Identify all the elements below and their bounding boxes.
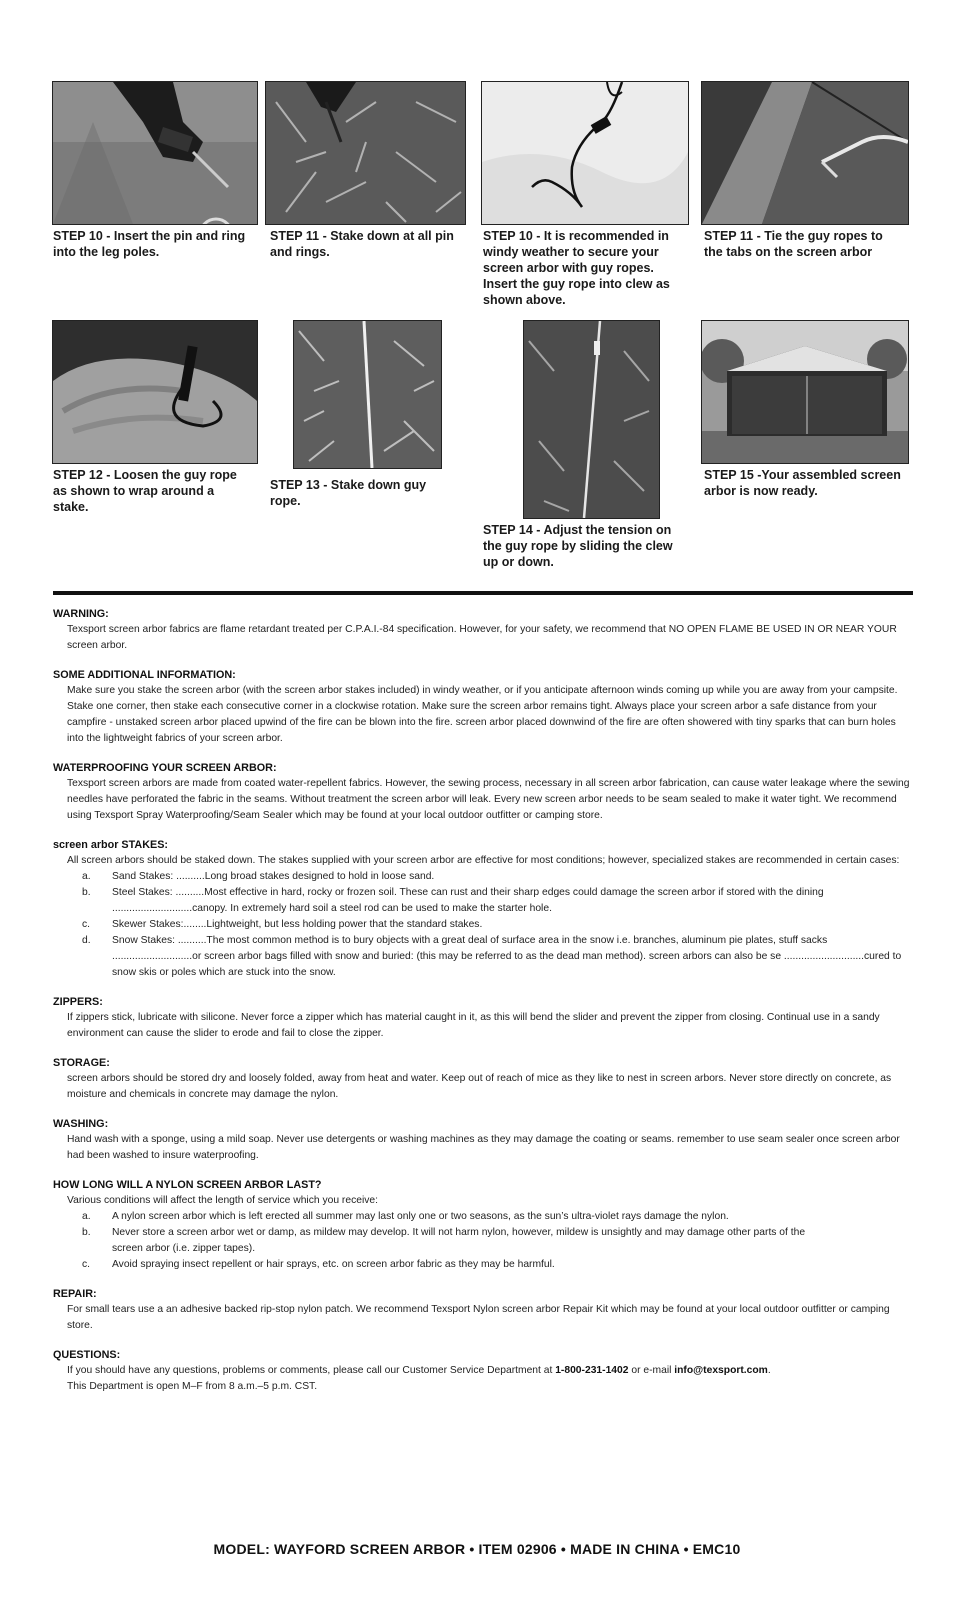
office-hours: This Department is open M–F from 8 a.m.–5 p.m. CST. <box>67 1381 318 1392</box>
section-divider <box>53 591 913 595</box>
step-10-pin-caption: STEP 10 - Insert the pin and ring into the leg poles. <box>53 229 246 259</box>
stakes-heading: screen arbor STAKES: <box>53 839 169 851</box>
list-item <box>82 1257 911 1273</box>
step-11-tie-caption: STEP 11 - Tie the guy ropes to the tabs on the screen arbor <box>704 229 883 259</box>
additional-info-heading: SOME ADDITIONAL INFORMATION: <box>53 669 236 681</box>
lifespan-section <box>53 1177 911 1273</box>
step-15-ready-caption: STEP 15 -Your assembled screen arbor is now ready. <box>704 468 901 498</box>
lifespan-text: Various conditions will affect the length of service which you receive: <box>67 1195 378 1206</box>
rope-tension-photo <box>523 320 660 519</box>
stakes-section <box>53 837 911 981</box>
step-12-loosen-caption: STEP 12 - Loosen the guy rope as shown to wrap around a stake. <box>53 468 237 514</box>
guy-rope-clew-photo <box>481 81 689 225</box>
list-letter: c. <box>82 1259 91 1270</box>
waterproofing-text: Texsport screen arbors are made from coated water-repellent fabrics. However, the sewing process, necessary in all screen arbor fabrication, can cause water leakage where the sewing needles have perforated the fabric in the seams. Without treatment the screen arbor will leak. Every new screen arbor needs to be seam sealed to make it water tight. We recommend using Texsport Spray Waterproofing/Seam Sealer which may be found at your local outdoor outfitter or camping store. <box>67 778 910 821</box>
questions-heading: QUESTIONS: <box>53 1349 121 1361</box>
list-text: Steel Stakes: ..........Most effective in hard, rocky or frozen soil. These can rust and their sharp edges could damage the screen arbor if stored with the dining ............................canopy. In extremely hard soil a steel rod can be used to make the starter hole. <box>112 887 824 914</box>
zippers-heading: ZIPPERS: <box>53 996 103 1008</box>
questions-section <box>53 1347 911 1395</box>
list-letter: c. <box>82 919 91 930</box>
model-footer: MODEL: WAYFORD SCREEN ARBOR • ITEM 02906 • MADE IN CHINA • EMC10 <box>213 1541 741 1557</box>
email-address: info@texsport.com <box>674 1365 768 1376</box>
list-text: Snow Stakes: ..........The most common method is to bury objects with a great deal of surface area in the snow i.e. branches, aluminum pie plates, stuff sacks ............................or screen arbor bags filled with snow and buried: (this may be referred to as the dead man method). screen arbors can also be se ............................cured to snow skis or poles which are stuck into the snow. <box>112 935 902 978</box>
waterproofing-section <box>53 760 911 824</box>
list-letter: a. <box>82 871 91 882</box>
storage-section <box>53 1055 911 1103</box>
repair-text: For small tears use a an adhesive backed rip-stop nylon patch. We recommend Texsport Nylon screen arbor Repair Kit which may be found at your local outdoor outfitter or camping store. <box>67 1304 890 1331</box>
washing-text: Hand wash with a sponge, using a mild soap. Never use detergents or washing machines as they may damage the coating or seams. remember to use seam sealer once screen arbor had been washed to insure waterproofing. <box>67 1134 900 1161</box>
assembled-arbor-photo <box>701 320 909 464</box>
guy-stake-grass-photo <box>293 320 442 469</box>
stakes-text: All screen arbors should be staked down. The stakes supplied with your screen arbor are effective for most conditions; however, specialized stakes are recommended in certain cases: <box>67 855 900 866</box>
warning-text: Texsport screen arbor fabrics are flame retardant treated per C.P.A.I.-84 specification. However, for your safety, we recommend that NO OPEN FLAME BE USED IN OR NEAR YOUR screen arbor. <box>67 624 897 651</box>
step-10-guy-rope-caption: STEP 10 - It is recommended in windy weather to secure your screen arbor with guy ropes. Insert the guy rope into clew as shown above. <box>483 229 670 307</box>
list-item <box>82 933 911 981</box>
washing-heading: WASHING: <box>53 1118 109 1130</box>
warning-section <box>53 606 911 654</box>
additional-info-text: Make sure you stake the screen arbor (with the screen arbor stakes included) in windy weather, or if you anticipate afternoon winds coming up while you are away from your campsite. Stake one corner, then stake each consecutive corner in a clockwise rotation. Make sure the screen arbor remains tight. Always place your screen arbor a safe distance from your campfire - unstaked screen arbor placed upwind of the fire can be blown into the fire. screen arbor placed downwind of the fire are often showered with tiny sparks that can burn holes into the lightweight fabrics of your screen arbor. <box>67 685 898 744</box>
questions-text-mid: or e-mail <box>628 1365 675 1376</box>
questions-text <box>67 1363 911 1395</box>
list-item <box>82 917 911 933</box>
step-11-stake-caption: STEP 11 - Stake down at all pin and rings. <box>270 229 454 259</box>
list-text: A nylon screen arbor which is left erected all summer may last only one or two seasons, as the sun’s ultra-violet rays damage the nylon. <box>112 1211 729 1222</box>
storage-text: screen arbors should be stored dry and loosely folded, away from heat and water. Keep out of reach of mice as they like to nest in screen arbors. Never store directly on concrete, as moisture and chemicals in concrete may damage the nylon. <box>67 1073 892 1100</box>
zippers-section <box>53 994 911 1042</box>
washing-section <box>53 1116 911 1164</box>
pin-and-ring-photo <box>52 81 258 225</box>
guy-rope-tab-photo <box>701 81 909 225</box>
questions-text-after: . <box>767 1365 771 1376</box>
list-text: Avoid spraying insect repellent or hair sprays, etc. on screen arbor fabric as they may be harmful. <box>112 1259 555 1270</box>
list-item <box>82 885 911 917</box>
list-item <box>82 1209 911 1225</box>
hand-holding-clew-photo <box>52 320 258 464</box>
list-text: Skewer Stakes:........Lightweight, but less holding power that the standard stakes. <box>112 919 483 930</box>
list-letter: b. <box>82 887 91 898</box>
additional-info-section <box>53 667 911 747</box>
list-item <box>82 869 911 885</box>
lifespan-heading: HOW LONG WILL A NYLON SCREEN ARBOR LAST? <box>53 1179 322 1191</box>
care-instructions <box>53 606 911 1408</box>
list-letter: a. <box>82 1211 91 1222</box>
list-text: Never store a screen arbor wet or damp, as mildew may develop. It will not harm nylon, however, mildew is unsightly and may damage other parts of the screen arbor (i.e. zipper tapes). <box>112 1227 806 1254</box>
questions-text-before: If you should have any questions, problems or comments, please call our Customer Service Department at <box>67 1365 556 1376</box>
list-letter: d. <box>82 935 91 946</box>
repair-heading: REPAIR: <box>53 1288 97 1300</box>
warning-heading: WARNING: <box>53 608 109 620</box>
list-item <box>82 1225 911 1257</box>
phone-number: 1-800-231-1402 <box>555 1365 629 1376</box>
list-letter: b. <box>82 1227 91 1238</box>
step-14-tension-caption: STEP 14 - Adjust the tension on the guy rope by sliding the clew up or down. <box>483 523 673 569</box>
storage-heading: STORAGE: <box>53 1057 110 1069</box>
repair-section <box>53 1286 911 1334</box>
list-text: Sand Stakes: ..........Long broad stakes designed to hold in loose sand. <box>112 871 435 882</box>
waterproofing-heading: WATERPROOFING YOUR SCREEN ARBOR: <box>53 762 277 774</box>
stake-in-grass-photo <box>265 81 466 225</box>
step-13-guy-stake-caption: STEP 13 - Stake down guy rope. <box>270 478 427 508</box>
zippers-text: If zippers stick, lubricate with silicone. Never force a zipper which has material caught in it, as this will bend the slider and prevent the zipper from closing. Continual use in a sandy environment can cause the slider to erode and fail to close the zipper. <box>67 1012 880 1039</box>
